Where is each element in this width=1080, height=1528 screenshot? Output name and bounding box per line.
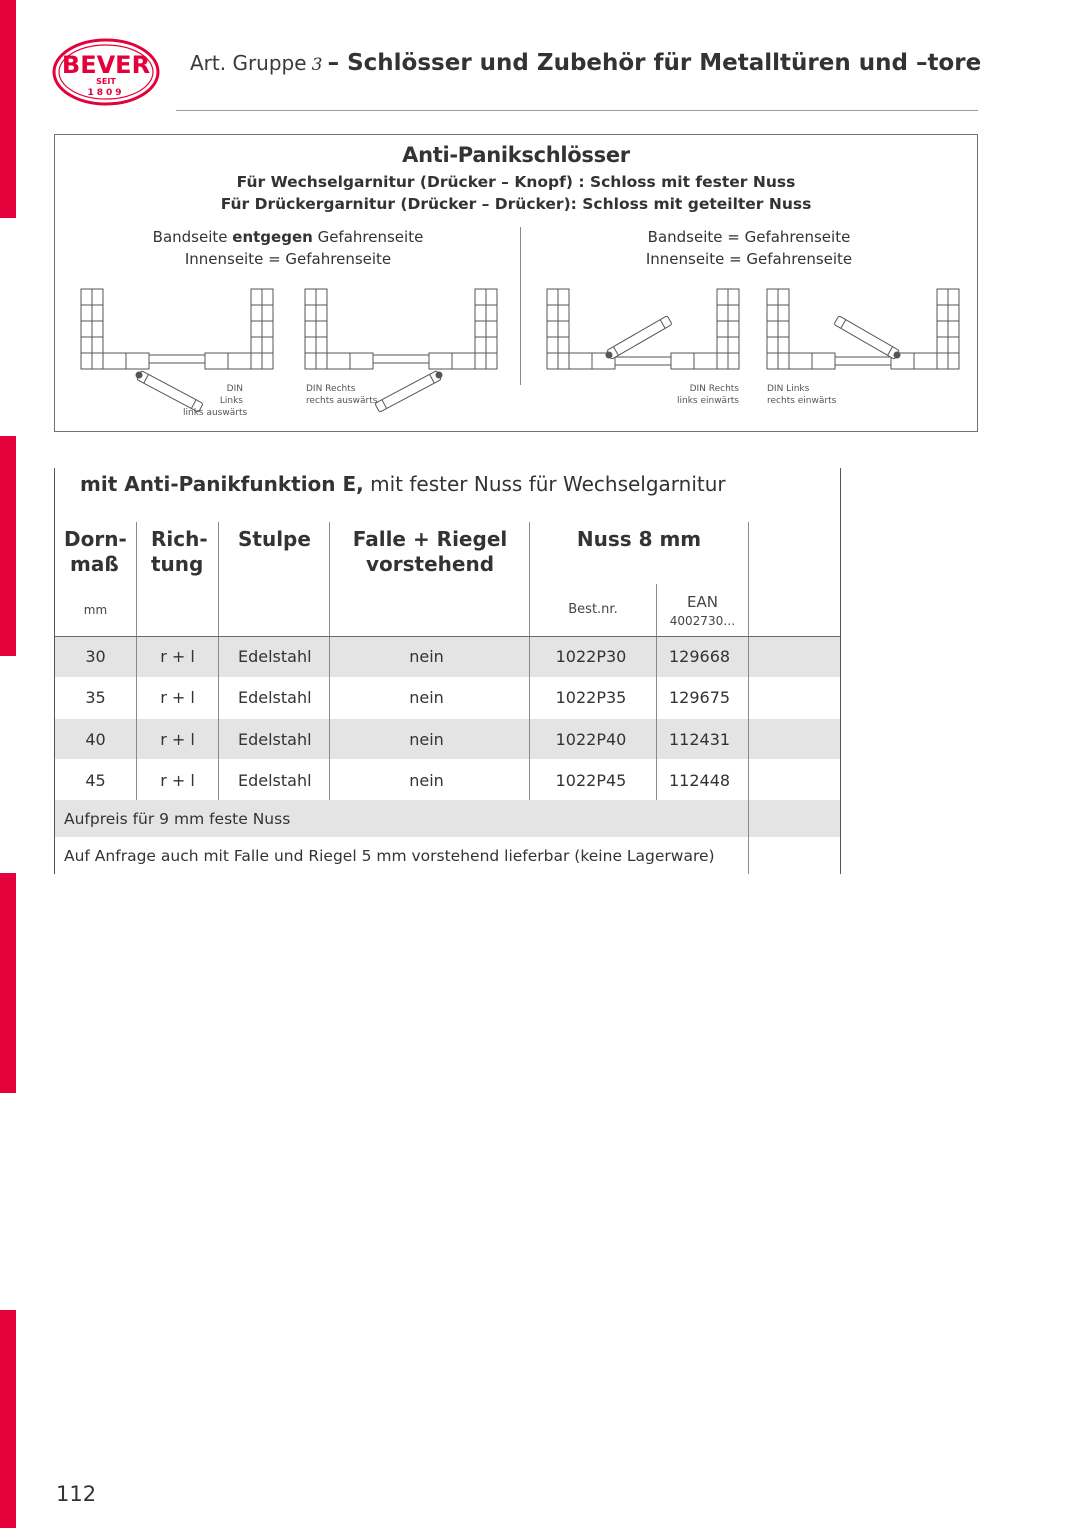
info-box: [54, 134, 978, 432]
cell-falle: nein: [409, 730, 444, 749]
header-dornmass: Dorn- maß: [64, 527, 127, 576]
cell-richtung: r + l: [160, 647, 195, 666]
cell-ean: 129668: [669, 647, 731, 666]
column-divider: [748, 522, 749, 874]
diagram-4-label: DIN Links rechts einwärts: [767, 384, 837, 406]
cell-stulpe: Edelstahl: [238, 647, 312, 666]
cell-richtung: r + l: [160, 771, 195, 790]
unit-mm: mm: [83, 603, 108, 617]
group-number: 3: [311, 55, 323, 75]
table-section-title: mit Anti-Panikfunktion E, mit fester Nuss für Wechselgarnitur: [80, 472, 726, 496]
cell-dornmass: 35: [85, 688, 106, 707]
cell-dornmass: 40: [85, 730, 106, 749]
cell-bestnr: 1022P35: [555, 688, 627, 707]
page-number: 112: [56, 1482, 97, 1506]
logo-seit: SEIT: [96, 77, 116, 86]
table-right-border: [840, 468, 841, 874]
cell-falle: nein: [409, 647, 444, 666]
cell-bestnr: 1022P45: [555, 771, 627, 790]
cell-stulpe: Edelstahl: [238, 730, 312, 749]
info-box-subtitle-2: Für Drückergarnitur (Drücker – Drücker): Schloss mit geteilter Nuss: [220, 195, 812, 213]
header-stulpe: Stulpe: [238, 527, 311, 551]
edge-marker: [0, 436, 16, 656]
edge-marker: [0, 1310, 16, 1528]
cell-stulpe: Edelstahl: [238, 771, 312, 790]
header-richtung: Rich- tung: [151, 527, 208, 576]
cell-stulpe: Edelstahl: [238, 688, 312, 707]
header-nuss: Nuss 8 mm: [576, 527, 702, 551]
info-box-subtitle-1: Für Wechselgarnitur (Drücker – Knopf) : Schloss mit fester Nuss: [236, 173, 796, 191]
info-box-title: Anti-Panikschlösser: [402, 143, 630, 167]
cell-falle: nein: [409, 771, 444, 790]
cell-dornmass: 45: [85, 771, 106, 790]
page-title: [190, 50, 981, 76]
left-caption-1: Bandseite entgegen Gefahrenseite: [152, 228, 424, 246]
right-caption-1: Bandseite = Gefahrenseite: [647, 228, 851, 246]
bever-logo: [52, 38, 160, 106]
logo-year: 1809: [87, 88, 125, 98]
cell-ean: 112431: [669, 730, 731, 749]
cell-ean: 112448: [669, 771, 731, 790]
unit-bestnr: Best.nr.: [568, 602, 618, 617]
table-note-surcharge: Aufpreis für 9 mm feste Nuss: [64, 810, 291, 828]
group-label: Art. Gruppe: [190, 51, 307, 75]
cell-bestnr: 1022P30: [555, 647, 627, 666]
diagram-2-label: DIN Rechts rechts auswärts: [306, 384, 378, 406]
header-falle-riegel: Falle + Riegel vorstehend: [352, 527, 508, 576]
door-diagram-din-links-auswaerts: [79, 285, 275, 421]
header-rule: [176, 110, 978, 111]
left-caption-2: Innenseite = Gefahrenseite: [184, 250, 392, 268]
cell-bestnr: 1022P40: [555, 730, 627, 749]
cell-dornmass: 30: [85, 647, 106, 666]
cell-ean: 129675: [669, 688, 731, 707]
unit-ean-prefix: 4002730…: [669, 614, 736, 628]
diagram-1-label: DIN Links links auswärts: [183, 384, 248, 418]
logo-brand: BEVER: [61, 51, 151, 79]
right-caption-2: Innenseite = Gefahrenseite: [645, 250, 853, 268]
diagram-3-label: DIN Rechts links einwärts: [676, 384, 739, 406]
edge-marker: [0, 873, 16, 1093]
edge-marker: [0, 0, 16, 218]
table-note-on-request: Auf Anfrage auch mit Falle und Riegel 5 mm vorstehend lieferbar (keine Lagerware): [64, 847, 715, 865]
group-title: – Schlösser und Zubehör für Metalltüren und –tore: [327, 50, 982, 76]
cell-richtung: r + l: [160, 730, 195, 749]
cell-richtung: r + l: [160, 688, 195, 707]
column-divider: [218, 522, 219, 800]
cell-falle: nein: [409, 688, 444, 707]
header-bottom-rule: [55, 636, 840, 637]
unit-ean: EAN: [687, 593, 718, 611]
